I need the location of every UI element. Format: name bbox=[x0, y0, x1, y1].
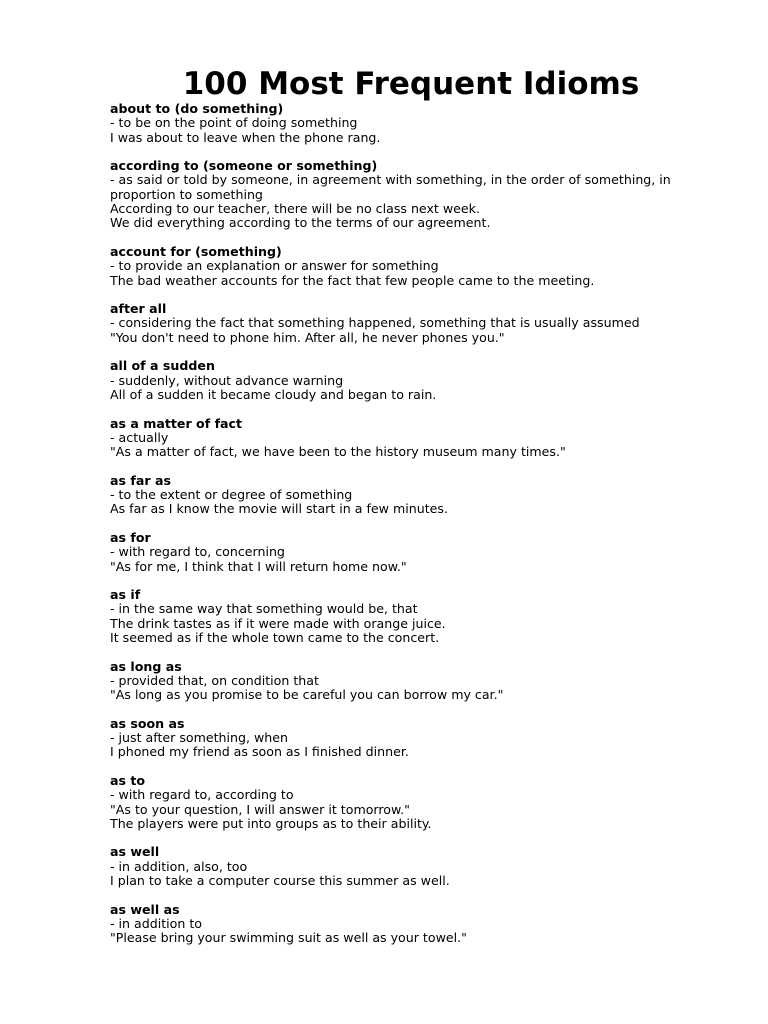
idiom-definition: - in addition, also, too bbox=[110, 858, 248, 874]
idiom-term: as for bbox=[110, 529, 151, 545]
idiom-example: The drink tastes as if it were made with orange juice. bbox=[110, 615, 446, 631]
idiom-definition: - with regard to, according to bbox=[110, 787, 294, 803]
idiom-definition: - with regard to, concerning bbox=[110, 544, 285, 560]
idiom-example: I phoned my friend as soon as I finished dinner. bbox=[110, 744, 409, 760]
idiom-entry bbox=[110, 359, 700, 402]
idiom-definition: - just after something, when bbox=[110, 730, 289, 746]
idiom-definition: - to the extent or degree of something bbox=[110, 487, 353, 503]
page-title: 100 Most Frequent Idioms bbox=[182, 66, 640, 102]
idiom-entry bbox=[110, 717, 700, 760]
idiom-term: as to bbox=[110, 772, 146, 788]
idiom-term: as soon as bbox=[110, 715, 185, 731]
idiom-example: I was about to leave when the phone rang. bbox=[110, 129, 381, 145]
idiom-example: "Please bring your swimming suit as well as your towel." bbox=[110, 930, 467, 946]
idiom-entry bbox=[110, 474, 700, 517]
idiom-definition: - suddenly, without advance warning bbox=[110, 372, 344, 388]
idiom-example: "As a matter of fact, we have been to the history museum many times." bbox=[110, 444, 566, 460]
idiom-term: as far as bbox=[110, 472, 171, 488]
idiom-example: The bad weather accounts for the fact that few people came to the meeting. bbox=[110, 272, 595, 288]
idiom-definition: - to be on the point of doing something bbox=[110, 115, 358, 131]
idiom-entry bbox=[110, 159, 700, 230]
idiom-example: "You don't need to phone him. After all, he never phones you." bbox=[110, 329, 505, 345]
idiom-definition: - considering the fact that something happened, something that is usually assumed bbox=[110, 315, 640, 331]
idiom-term: as long as bbox=[110, 658, 182, 674]
idiom-entry bbox=[110, 845, 700, 888]
idiom-definition: - to provide an explanation or answer for something bbox=[110, 258, 439, 274]
idiom-term: as well as bbox=[110, 901, 180, 917]
idiom-definition: - in the same way that something would be, that bbox=[110, 601, 418, 617]
idiom-entry bbox=[110, 660, 700, 703]
idiom-example: I plan to take a computer course this summer as well. bbox=[110, 873, 450, 889]
idiom-example: "As long as you promise to be careful you can borrow my car." bbox=[110, 687, 504, 703]
idiom-example: As far as I know the movie will start in a few minutes. bbox=[110, 501, 448, 517]
idiom-definition: - as said or told by someone, in agreement with something, in the order of something, in proportion to something bbox=[110, 172, 671, 202]
idiom-definition: - provided that, on condition that bbox=[110, 672, 319, 688]
idiom-entry bbox=[110, 903, 700, 946]
idiom-example: "As to your question, I will answer it tomorrow." bbox=[110, 801, 410, 817]
idiom-list bbox=[110, 102, 700, 960]
idiom-example: All of a sudden it became cloudy and began to rain. bbox=[110, 386, 437, 402]
idiom-term: as a matter of fact bbox=[110, 415, 243, 431]
idiom-example: According to our teacher, there will be no class next week. bbox=[110, 201, 480, 217]
idiom-entry bbox=[110, 102, 700, 145]
idiom-term: according to (someone or something) bbox=[110, 158, 378, 174]
idiom-example: "As for me, I think that I will return home now." bbox=[110, 558, 407, 574]
idiom-term: all of a sudden bbox=[110, 358, 215, 374]
idiom-entry bbox=[110, 774, 700, 831]
idiom-entry bbox=[110, 245, 700, 288]
idiom-example: The players were put into groups as to their ability. bbox=[110, 815, 432, 831]
idiom-entry bbox=[110, 531, 700, 574]
idiom-term: as if bbox=[110, 587, 141, 603]
idiom-term: about to (do something) bbox=[110, 101, 284, 116]
idiom-entry bbox=[110, 417, 700, 460]
idiom-definition: - in addition to bbox=[110, 915, 203, 931]
idiom-entry bbox=[110, 588, 700, 645]
idiom-term: account for (something) bbox=[110, 243, 282, 259]
idiom-term: as well bbox=[110, 844, 160, 860]
idiom-example: We did everything according to the terms of our agreement. bbox=[110, 215, 491, 231]
idiom-entry bbox=[110, 302, 700, 345]
idiom-definition: - actually bbox=[110, 429, 169, 445]
idiom-term: after all bbox=[110, 301, 167, 317]
idiom-example: It seemed as if the whole town came to the concert. bbox=[110, 629, 440, 645]
